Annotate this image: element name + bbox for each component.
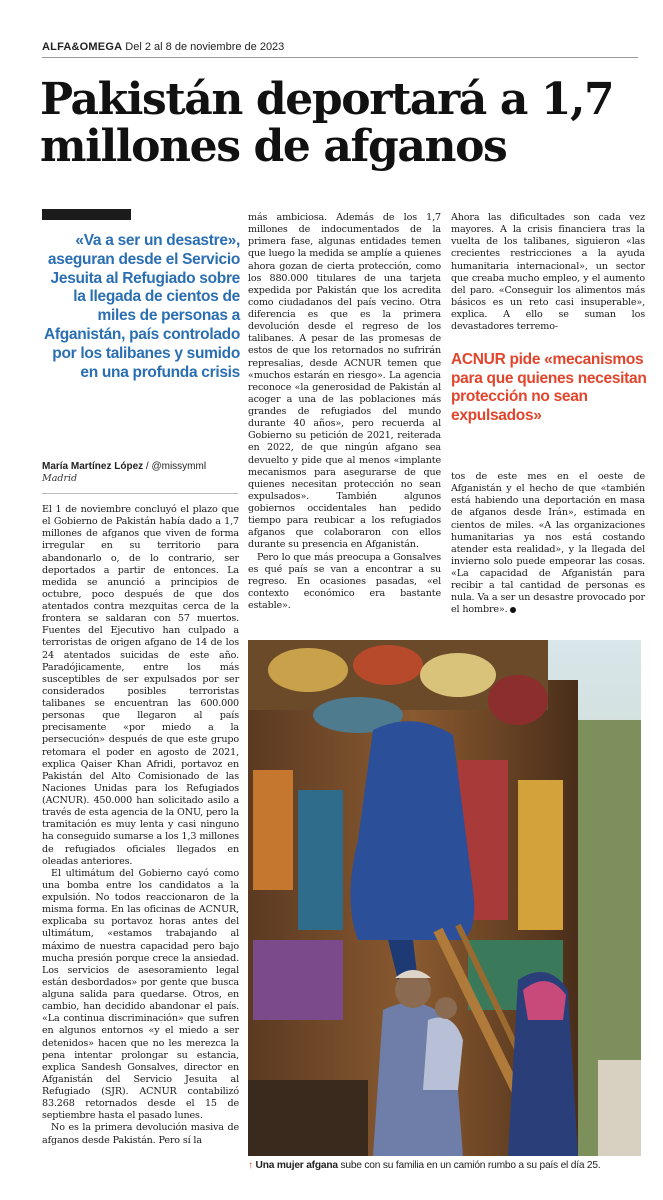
- paragraph: El 1 de noviembre concluyó el plazo que el Gobierno de Pakistán había dado a 1,7 millones de afganos que viven de forma irregular en su territorio para abandonarlo o, de lo contrario, ser deportados a partir de entonces. La medida se anunció a principios de octubre, poco después de que dos atentados contra mezquitas cerca de la frontera se saldaran con 57 muertos. Fuentes del Ejecutivo han culpado a terroristas de origen afgano de 14 de los 24 atentados suicidas de este año. Paradójicamente, entre los más susceptibles de ser expulsados por ser considerados posibles terroristas talibanes se encuentran las 600.000 personas que llegaron al país precisamente «por miedo a la persecución» después de que este grupo retomara el poder en agosto de 2021, explica Qaiser Khan Afridi, portavoz en Pakistán del Alto Comisionado de las Naciones Unidas para los Refugiados (ACNUR). 450.000 han solicitado asilo a través de esta agencia de la ONU, pero la tramitación es muy lenta y casi ninguno ha conseguido sumarse a los 1,3 millones de refugiados oficiales llegados en oleadas anteriores.: [42, 504, 239, 867]
- author-name: María Martínez López: [42, 461, 144, 472]
- photo-caption: [248, 1160, 648, 1171]
- byline: [42, 461, 206, 472]
- caption-arrow-icon: ↑: [248, 1160, 253, 1171]
- paragraph: [451, 471, 645, 617]
- article-lead: «Va a ser un desastre», aseguran desde el Servicio Jesuita al Refugiado sobre la llegada de cientos de miles de personas a Afganistán, país controlado por los talibanes y sumido en una profunda crisis: [43, 232, 240, 381]
- publication-name: ALFA&OMEGA: [42, 41, 123, 53]
- article-photo: [248, 640, 641, 1156]
- paragraph: El ultimátum del Gobierno cayó como una bomba entre los candidatos a la expulsión. No todos reaccionaron de la misma forma. En las oficinas de ACNUR, explicaba su portavoz horas antes del ultimátum, «estamos trabajando al máximo de nuestra capacidad pero bajo mucha presión porque crece la ansiedad. Los servicios de asesoramiento legal están desbordados» por gente que busca alguna salida para quedarse. Otros, en cambio, han decidido abandonar el país. «La continua discriminación» que sufren en algunos entornos «y el miedo a ser detenidos» hacen que no les merezca la pena intentar prolongar su estancia, explica Sandesh Gonsalves, director en Afganistán del Servicio Jesuita al Refugiado (SJR). ACNUR contabilizó 83.268 retornados desde el 15 de septiembre hasta el pasado lunes.: [42, 867, 239, 1122]
- body-column-3-bottom: [451, 471, 645, 617]
- paragraph: Ahora las dificultades son cada vez mayores. A la crisis financiera tras la vuelta de los talibanes, siguieron «las crecientes restricciones a la ayuda humanitaria internacional», un sector que creaba mucho empleo, y el aumento del paro. «Conseguir los alimentos más básicos es un reto casi insuperable», explica. A ello se suman los devastadores terremo-: [451, 212, 645, 333]
- body-column-1: [42, 504, 239, 1147]
- child-figure: [423, 1018, 463, 1091]
- caption-text: sube con su familia en un camión rumbo a su país el día 25.: [337, 1160, 601, 1171]
- byline-rule: [42, 493, 238, 494]
- end-mark-icon: [510, 607, 516, 613]
- body-column-3-top: [451, 212, 645, 333]
- caption-lead: Una mujer afgana: [255, 1160, 338, 1171]
- paragraph: No es la primera devolución masiva de afganos desde Pakistán. Pero sí la: [42, 1122, 239, 1146]
- paragraph: Pero lo que más preocupa a Gonsalves es qué país se van a encontrar a su regreso. En ocasiones pasadas, «el contexto económico era bastante estable».: [248, 551, 441, 611]
- issue-date: Del 2 al 8 de noviembre de 2023: [125, 41, 285, 53]
- paragraph: más ambiciosa. Además de los 1,7 millones de indocumentados de la primera fase, algunas entidades temen que luego la medida se amplíe a quienes ahora gozan de cierta protección, como los 880.000 titulares de una tarjeta expedida por Pakistán que los acredita como ciudadanos del país vecino. Otra diferencia es que es la primera devolución desde el regreso de los talibanes. A pesar de las promesas de estos de que los retornados no sufrirán represalias, desde ACNUR temen que «muchos estarán en riesgo». La agencia reconoce «la generosidad de Pakistán al acoger a una de las poblaciones más grandes de refugiados del mundo durante 40 años», pero recuerda al Gobierno su petición de 2021, reiterada en 2022, de que ningún afgano sea devuelto y pide que al menos «implante mecanismos para asegurarse de que quienes necesitan protección no sean expulsados». También algunos gobiernos occidentales han pedido tiempo para reubicar a los refugiados afganos que colaboraron con ellos durante su presencia en Afganistán.: [248, 212, 441, 551]
- body-column-2: [248, 212, 441, 612]
- section-bar: [42, 209, 131, 220]
- bystander: [598, 1060, 641, 1156]
- truck-wheel-area: [248, 1080, 368, 1156]
- article-title: Pakistán deportará a 1,7 millones de afganos: [40, 74, 614, 172]
- byline-city: Madrid: [42, 473, 78, 484]
- pull-quote: ACNUR pide «mecanismos para que quienes necesitan protección no sean expulsados»: [451, 351, 647, 424]
- header-rule: [42, 57, 638, 58]
- author-handle: / @missymml: [143, 461, 207, 472]
- paragraph-text: tos de este mes en el oeste de Afganistán y el hecho de que «también está habiendo una deportación en masa de afganos desde Irán», estimada en cientos de miles. «A las organizaciones humanitarias ya nos está costando atender esta realidad», y la llegada del invierno solo puede empeorar las cosas. «La capacidad de Afganistán para recibir a tal cantidad de personas es nula. Va a ser un desastre provocado por el hombre».: [451, 471, 645, 616]
- page-header: [42, 41, 284, 53]
